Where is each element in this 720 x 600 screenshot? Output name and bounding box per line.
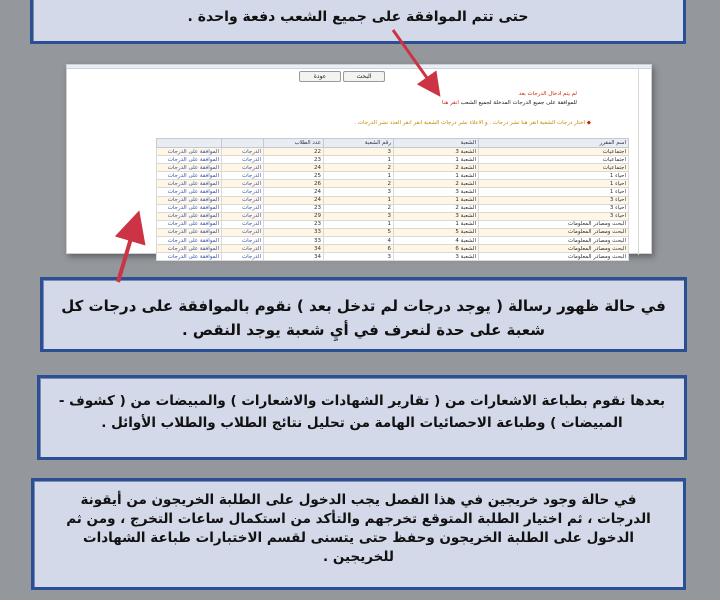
approve-grades-link[interactable]: الموافقة على الدرجات xyxy=(157,245,222,253)
table-row xyxy=(157,228,629,236)
table-cell: 24 xyxy=(264,196,324,204)
table-cell: 34 xyxy=(264,245,324,253)
grades-link[interactable]: الدرجات xyxy=(222,196,264,204)
table-cell: الشعبة 1 xyxy=(394,220,479,228)
approve-grades-link[interactable]: الموافقة على الدرجات xyxy=(157,220,222,228)
table-cell: احياء 1 xyxy=(479,180,629,188)
table-cell: 26 xyxy=(264,180,324,188)
grades-link[interactable]: الدرجات xyxy=(222,156,264,164)
table-cell: 29 xyxy=(264,212,324,220)
table-cell: 33 xyxy=(264,228,324,236)
table-header-cell: رقم الشعبة xyxy=(324,139,394,148)
table-cell: 3 xyxy=(324,253,394,261)
table-cell: 24 xyxy=(264,164,324,172)
note-missing-text: في حالة ظهور رسالة ( يوجد درجات لم تدخل بعد ) نقوم بالموافقة على درجات كل شعبة على حدة لنعرف في أيِ شعبة يوجد النقص . xyxy=(61,297,666,339)
table-cell: 1 xyxy=(324,220,394,228)
grades-link[interactable]: الدرجات xyxy=(222,253,264,261)
table-cell: 6 xyxy=(324,245,394,253)
table-cell: 4 xyxy=(324,237,394,245)
grades-link[interactable]: الدرجات xyxy=(222,237,264,245)
table-cell: الشعبة 3 xyxy=(394,148,479,156)
table-cell: البحث ومصادر المعلومات xyxy=(479,245,629,253)
table-row xyxy=(157,164,629,172)
approve-grades-link[interactable]: الموافقة على الدرجات xyxy=(157,253,222,261)
table-row xyxy=(157,148,629,156)
table-cell: الشعبة 1 xyxy=(394,172,479,180)
table-header-cell: الشعبة xyxy=(394,139,479,148)
table-cell: 3 xyxy=(324,212,394,220)
table-cell: احياء 3 xyxy=(479,204,629,212)
table-row xyxy=(157,237,629,245)
grades-link[interactable]: الدرجات xyxy=(222,245,264,253)
approve-grades-link[interactable]: الموافقة على الدرجات xyxy=(157,196,222,204)
table-cell: 33 xyxy=(264,237,324,245)
table-cell: الشعبة 4 xyxy=(394,237,479,245)
bullet-icon: ◆ xyxy=(585,120,591,126)
publish-options-text[interactable]: اختار درجات الشعبة انقر هنا نشر درجات . و الاعلاء نشر درجات الشعبة انقر انقر العدد نشر الدرجات . xyxy=(354,120,586,126)
table-cell: الشعبة 1 xyxy=(394,156,479,164)
back-button[interactable]: عودة xyxy=(299,71,341,82)
grades-missing-hint: لم يتم ادخال الدرجات بعد xyxy=(518,91,577,97)
search-button[interactable]: البحث xyxy=(343,71,385,82)
table-cell: الشعبة 5 xyxy=(394,228,479,236)
approve-grades-link[interactable]: الموافقة على الدرجات xyxy=(157,180,222,188)
table-row xyxy=(157,180,629,188)
approve-all-text: للموافقة على جميع الدرجات المدخلة لجميع الشعب xyxy=(460,100,577,106)
approve-all-link[interactable]: انقر هنا xyxy=(442,100,459,106)
table-cell: 2 xyxy=(324,180,394,188)
table-cell: الشعبة 2 xyxy=(394,180,479,188)
instruction-note-graduates xyxy=(31,478,686,590)
table-cell: 22 xyxy=(264,148,324,156)
grades-link[interactable]: الدرجات xyxy=(222,228,264,236)
table-cell: البحث ومصادر المعلومات xyxy=(479,253,629,261)
table-cell: 23 xyxy=(264,204,324,212)
publish-options xyxy=(354,120,591,126)
table-cell: احياء 1 xyxy=(479,172,629,180)
approve-grades-link[interactable]: الموافقة على الدرجات xyxy=(157,148,222,156)
approve-grades-link[interactable]: الموافقة على الدرجات xyxy=(157,212,222,220)
table-row xyxy=(157,204,629,212)
table-cell: اجتماعيات xyxy=(479,164,629,172)
table-cell: 24 xyxy=(264,188,324,196)
table-cell: 2 xyxy=(324,164,394,172)
table-row xyxy=(157,188,629,196)
table-header-cell: عدد الطلاب xyxy=(264,139,324,148)
table-cell: 3 xyxy=(324,148,394,156)
table-row xyxy=(157,212,629,220)
table-cell: احياء 3 xyxy=(479,196,629,204)
table-row xyxy=(157,156,629,164)
instruction-note-printing xyxy=(37,375,687,460)
screenshot-topbar xyxy=(67,65,651,69)
grades-link[interactable]: الدرجات xyxy=(222,188,264,196)
table-cell: احياء 1 xyxy=(479,188,629,196)
approve-grades-link[interactable]: الموافقة على الدرجات xyxy=(157,228,222,236)
grades-link[interactable]: الدرجات xyxy=(222,148,264,156)
approve-grades-link[interactable]: الموافقة على الدرجات xyxy=(157,172,222,180)
table-cell: 1 xyxy=(324,156,394,164)
table-cell: احياء 3 xyxy=(479,212,629,220)
table-cell: الشعبة 2 xyxy=(394,164,479,172)
table-cell: 23 xyxy=(264,220,324,228)
table-cell: 25 xyxy=(264,172,324,180)
grades-link[interactable]: الدرجات xyxy=(222,220,264,228)
table-cell: الشعبة 1 xyxy=(394,196,479,204)
table-header-cell xyxy=(222,139,264,148)
table-row xyxy=(157,172,629,180)
screenshot-divider xyxy=(638,69,639,255)
instruction-note-missing-grades xyxy=(40,277,687,352)
table-cell: اجتماعيات xyxy=(479,156,629,164)
table-header-cell: اسم المقرر xyxy=(479,139,629,148)
table-cell: 1 xyxy=(324,172,394,180)
table-header-row xyxy=(157,139,629,148)
table-cell: البحث ومصادر المعلومات xyxy=(479,237,629,245)
table-cell: 5 xyxy=(324,228,394,236)
approve-grades-link[interactable]: الموافقة على الدرجات xyxy=(157,188,222,196)
table-cell: البحث ومصادر المعلومات xyxy=(479,228,629,236)
table-cell: 34 xyxy=(264,253,324,261)
table-row xyxy=(157,245,629,253)
table-cell: 1 xyxy=(324,196,394,204)
approve-all-hint xyxy=(442,100,577,106)
table-row xyxy=(157,253,629,261)
approve-grades-link[interactable]: الموافقة على الدرجات xyxy=(157,156,222,164)
table-cell: 3 xyxy=(324,188,394,196)
grades-link[interactable]: الدرجات xyxy=(222,212,264,220)
table-cell: البحث ومصادر المعلومات xyxy=(479,220,629,228)
instruction-note-top xyxy=(30,0,686,44)
table-cell: اجتماعيات xyxy=(479,148,629,156)
grades-page-screenshot xyxy=(66,64,652,260)
table-cell: الشعبة 2 xyxy=(394,204,479,212)
table-cell: الشعبة 6 xyxy=(394,245,479,253)
table-cell: 23 xyxy=(264,156,324,164)
table-cell: الشعبة 3 xyxy=(394,212,479,220)
approve-grades-link[interactable]: الموافقة على الدرجات xyxy=(157,237,222,245)
grades-link[interactable]: الدرجات xyxy=(222,204,264,212)
approve-grades-link[interactable]: الموافقة على الدرجات xyxy=(157,164,222,172)
grades-link[interactable]: الدرجات xyxy=(222,180,264,188)
note-top-text: حتى تتم الموافقة على جميع الشعب دفعة واحدة . xyxy=(187,9,529,25)
note-print-text: بعدها نقوم بطباعة الاشعارات من ( تقارير الشهادات والاشعارات ) والمبيضات من ( كشوف - المبيضات ) وطباعة الاحصائيات الهامة من تحليل نتائج الطلاب والطلاب الأوائل . xyxy=(58,393,666,431)
grades-link[interactable]: الدرجات xyxy=(222,164,264,172)
grades-link[interactable]: الدرجات xyxy=(222,172,264,180)
sections-table xyxy=(156,138,629,261)
approve-grades-link[interactable]: الموافقة على الدرجات xyxy=(157,204,222,212)
table-cell: الشعبة 3 xyxy=(394,253,479,261)
table-cell: الشعبة 3 xyxy=(394,188,479,196)
table-cell: 2 xyxy=(324,204,394,212)
table-body xyxy=(157,148,629,261)
note-grad-text: في حالة وجود خريجين في هذا الفصل يجب الدخول على الطلبة الخريجون من أيقونة الدرجات ، ثم اختيار الطلبة المتوقع تخرجهم والتأكد من استكمال ساعات التخرج ، ومن ثم الدخول على الطلبة الخريجون وحفظ حتى يتسنى لقسم الاختبارات طباعة الشهادات للخريجين . xyxy=(66,492,651,565)
table-header-cell xyxy=(157,139,222,148)
table-row xyxy=(157,220,629,228)
table-row xyxy=(157,196,629,204)
